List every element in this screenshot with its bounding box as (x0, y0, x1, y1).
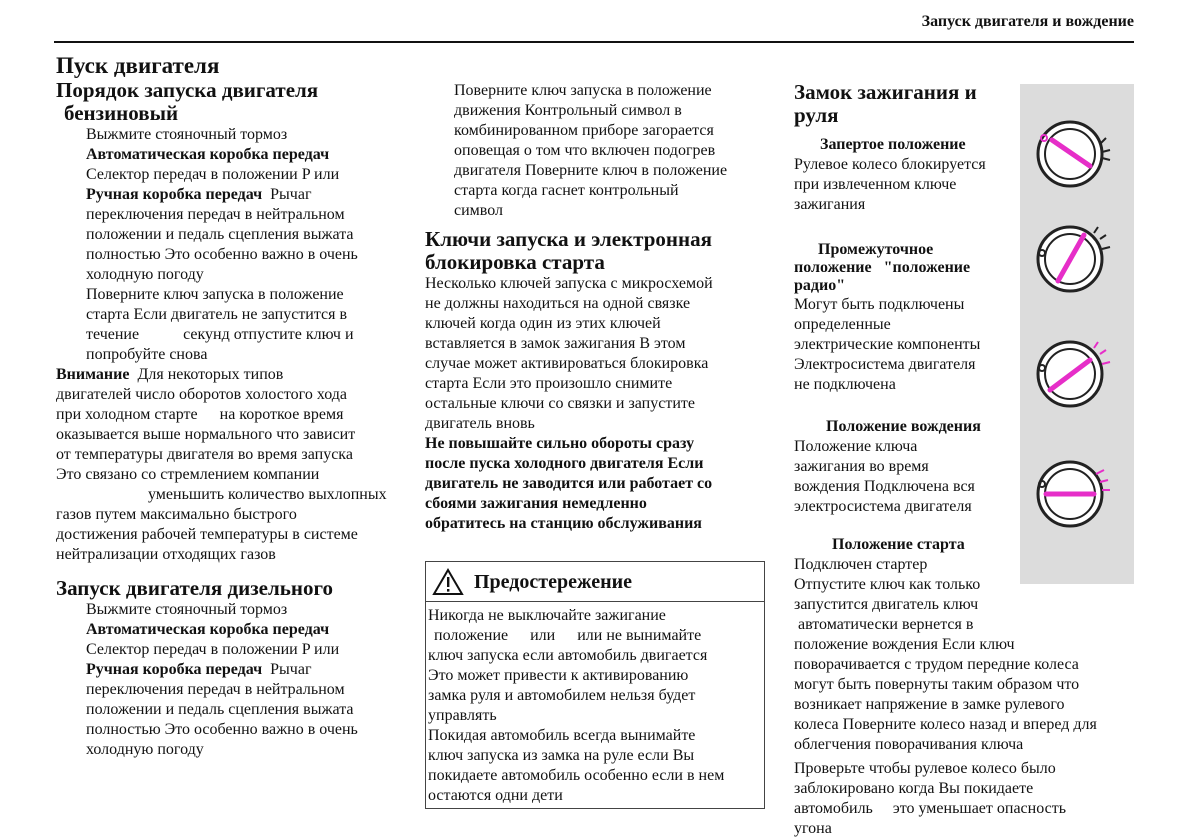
note-l9: достижения рабочей температуры в системе (56, 526, 358, 543)
auto-label: Автоматическая коробка передач (86, 146, 330, 163)
note-l3b: на короткое время (219, 406, 344, 423)
warn-l3: ключ запуска если автомобиль двигается (428, 647, 708, 664)
locked-l1: Рулевое колесо блокируется (794, 156, 986, 173)
keys-l7: остальные ключи со связки и запустите (425, 395, 695, 412)
drive-l4: электросистема двигателя (794, 498, 972, 515)
start-title: Положение старта (832, 536, 965, 553)
mid-l3: электрические компоненты (794, 336, 981, 353)
drive-l3: вождения Подключена вся (794, 478, 975, 495)
page-title: Пуск двигателя (56, 53, 220, 78)
key-l1: Поверните ключ запуска в положение (86, 286, 344, 303)
ignition-start-icon (1020, 444, 1134, 544)
check-l1: Проверьте чтобы рулевое колесо было (794, 760, 1056, 777)
start-l1: Подключен стартер (794, 556, 928, 573)
keys-l4: вставляется в замок зажигания В этом (425, 335, 686, 352)
bold-l5: обратитесь на станцию обслуживания (425, 515, 702, 532)
warn-l10: остаются одни дети (428, 787, 563, 804)
drive-title: Положение вождения (826, 418, 981, 435)
locked-l2: при извлеченном ключе (794, 176, 957, 193)
manual-label: Ручная коробка передач (86, 186, 263, 203)
start-l6: поворачивается с трудом передние колеса (794, 656, 1079, 673)
d-brake: Выжмите стояночный тормоз (86, 601, 288, 618)
warn-l2c: или не вынимайте (577, 627, 702, 644)
keys-l1: Несколько ключей запуска с микросхемой (425, 275, 713, 292)
mid-l2: определенные (794, 316, 891, 333)
diesel-heading: Запуск двигателя дизельного (56, 576, 333, 600)
keys-heading: Ключи запуска и электронная (425, 227, 712, 251)
note-l1: Для некоторых типов (137, 366, 284, 383)
bold-l4: сбоями зажигания немедленно (425, 495, 647, 512)
note-l5: от температуры двигателя во время запуска (56, 446, 353, 463)
check-l2: заблокировано когда Вы покидаете (794, 780, 1034, 797)
key-l4: попробуйте снова (86, 346, 208, 363)
keys-l6: старта Если это произошло снимите (425, 375, 673, 392)
manual-l3: положении и педаль сцепления выжата (86, 226, 354, 243)
warn-l1: Никогда не выключайте зажигание (428, 607, 666, 624)
warn-l2 (428, 626, 762, 646)
mid-l4: Электросистема двигателя (794, 356, 976, 373)
glow-l6: старта когда гаснет контрольный (454, 182, 679, 199)
d-manual-line (86, 660, 401, 680)
ignition-panel (1020, 84, 1134, 584)
column-3 (794, 80, 1097, 839)
mid-l1: Могут быть подключены (794, 296, 965, 313)
d-auto-label: Автоматическая коробка передач (86, 621, 330, 638)
note-line (56, 365, 401, 385)
ignition-locked-icon (1020, 104, 1134, 204)
bold-l3: двигатель не заводится или работает со (425, 475, 713, 492)
glow-l7: символ (454, 202, 504, 219)
note-l7: уменьшить количество выхлопных (148, 486, 387, 503)
d-manual-label: Ручная коробка передач (86, 661, 263, 678)
start-l4: автоматически вернется в (798, 616, 974, 633)
start-l10: облегчения поворачивания ключа (794, 736, 1024, 753)
warn-l9: покидаете автомобиль особенно если в нем (428, 767, 725, 784)
warn-l6: управлять (428, 707, 497, 724)
warning-header (426, 562, 764, 602)
lock-heading: Замок зажигания и (794, 80, 977, 104)
check-l3b: это уменьшает опасность (892, 800, 1066, 817)
locked-title: Запертое положение (820, 136, 966, 153)
keys-l2: не должны находиться на одной связке (425, 295, 691, 312)
glow-l2: движения Контрольный символ в (454, 102, 682, 119)
start-l2: Отпустите ключ как только (794, 576, 981, 593)
d-manual-l2: переключения передач в нейтральном (86, 681, 345, 698)
note-l10: нейтрализации отходящих газов (56, 546, 276, 563)
manual-line (86, 185, 401, 205)
start-l9: колеса Поверните колесо назад и вперед для (794, 716, 1097, 733)
note-l6: Это связано со стремлением компании (56, 466, 320, 483)
mid-l5: не подключена (794, 376, 896, 393)
glow-l4: оповещая о том что включен подогрев (454, 142, 716, 159)
check-l3a: автомобиль (794, 800, 873, 817)
mid-title-1: Промежуточное (818, 241, 934, 258)
ignition-drive-icon (1020, 324, 1134, 424)
check-l4: угона (794, 820, 832, 837)
key-l3a: течение (86, 326, 140, 343)
d-manual-l3: положении и педаль сцепления выжата (86, 701, 354, 718)
d-manual-l5: холодную погоду (86, 741, 204, 758)
warn-l8: ключ запуска из замка на руле если Вы (428, 747, 695, 764)
warn-l7: Покидая автомобиль всегда вынимайте (428, 727, 696, 744)
diesel-steps (56, 600, 401, 760)
manual-l2: переключения передач в нейтральном (86, 206, 345, 223)
glow-l1: Поверните ключ запуска в положение (454, 82, 712, 99)
start-l3: запустится двигатель ключ (794, 596, 979, 613)
start-l8: возникает напряжение в замке рулевого (794, 696, 1065, 713)
manual-l5: холодную погоду (86, 266, 204, 283)
glow-text (425, 81, 770, 221)
note-l3 (56, 405, 401, 425)
column-1 (56, 53, 401, 760)
note-l3a: при холодном старте (56, 406, 198, 423)
petrol-heading: Порядок запуска двигателя (56, 78, 319, 102)
warning-box (425, 561, 765, 809)
keys-l5: случае может активироваться блокировка (425, 355, 709, 372)
column-2 (425, 81, 770, 534)
petrol-heading-2: бензиновый (64, 101, 179, 125)
warn-l2a: положение (434, 627, 509, 644)
bold-l1: Не повышайте сильно обороты сразу (425, 435, 695, 452)
d-manual-l4: полностью Это особенно важно в очень (86, 721, 358, 738)
note-l8: газов путем максимально быстрого (56, 506, 297, 523)
ignition-radio-icon (1020, 209, 1134, 309)
keys-heading-2: блокировка старта (425, 250, 605, 274)
keys-l3: ключей когда один из этих ключей (425, 315, 661, 332)
note-label: Внимание (56, 366, 130, 383)
lock-heading-2: руля (794, 103, 839, 127)
warn-l4: Это может привести к активированию (428, 667, 689, 684)
warn-l2b: или (530, 627, 556, 644)
drive-l1: Положение ключа (794, 438, 918, 455)
glow-l3: комбинированном приборе загорается (454, 122, 714, 139)
warning-title: Предостережение (474, 570, 633, 593)
start-l7: могут быть повернуты таким образом что (794, 676, 1080, 693)
key-l3 (86, 325, 401, 345)
mid-title-2: положение "положение (794, 259, 971, 276)
warning-body (426, 602, 764, 806)
warn-l5: замка руля и автомобилем нельзя будет (428, 687, 696, 704)
step-brake: Выжмите стояночный тормоз (86, 126, 288, 143)
manual-text: Рычаг (270, 186, 312, 203)
glow-l5: двигателя Поверните ключ в положение (454, 162, 728, 179)
start-l5: положение вождения Если ключ (794, 636, 1015, 653)
locked-l3: зажигания (794, 196, 866, 213)
bold-l2: после пуска холодного двигателя Если (425, 455, 704, 472)
note-l2: двигателей число оборотов холостого хода (56, 386, 347, 403)
warning-triangle-icon (432, 568, 464, 596)
check-l3 (794, 799, 1134, 819)
key-l3b: секунд отпустите ключ и (183, 326, 354, 343)
note-l4: оказывается выше нормального что зависит (56, 426, 356, 443)
auto-text: Селектор передач в положении P или (86, 166, 340, 183)
key-l2: старта Если двигатель не запустится в (86, 306, 348, 323)
header-rule (54, 41, 1134, 43)
drive-l2: зажигания во время (794, 458, 929, 475)
d-manual-text: Рычаг (270, 661, 312, 678)
keys-l8: двигатель вновь (425, 415, 535, 432)
petrol-steps (56, 125, 401, 365)
mid-title-3: радио" (794, 277, 846, 294)
manual-l4: полностью Это особенно важно в очень (86, 246, 358, 263)
running-title: Запуск двигателя и вождение (921, 13, 1134, 30)
d-auto-text: Селектор передач в положении P или (86, 641, 340, 658)
